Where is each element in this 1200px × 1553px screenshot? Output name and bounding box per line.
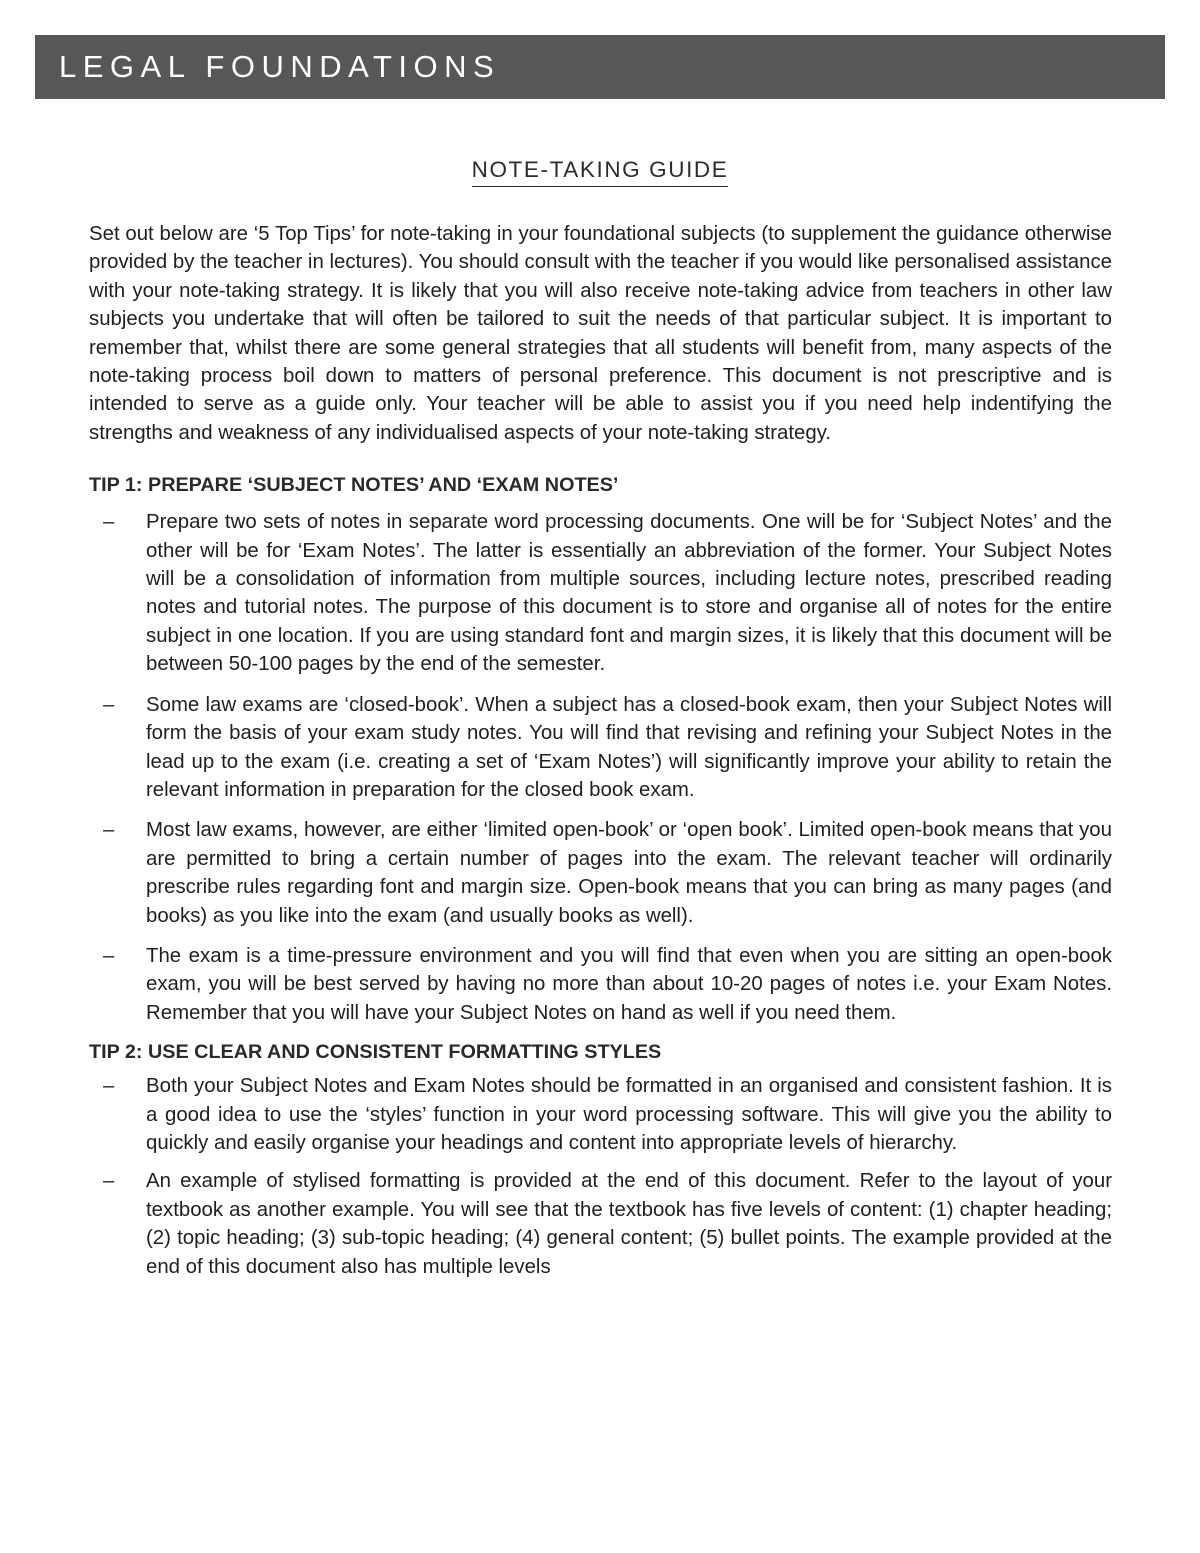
bullet-text: Some law exams are ‘closed-book’. When a subject has a closed-book exam, then your Subject Notes will form the basis of your exam study notes. You will find that revising and refining your Subject Notes in the lead up to the exam (i.e. creating a set of ‘Exam Notes’) will significantly improve your ability to retain the relevant information in preparation for the closed book exam. (146, 693, 1112, 801)
dash-bullet-icon: – (103, 1170, 115, 1193)
intro-paragraph: Set out below are ‘5 Top Tips’ for note-taking in your foundational subjects (to supplement the guidance otherwise provided by the teacher in lectures). You should consult with the teacher if you would like personalised assistance with your note-taking strategy. It is likely that you will also receive note-taking advice from teachers in other law subjects you undertake that will often be tailored to suit the needs of that particular subject. It is important to remember that, whilst there are some general strategies that all students will benefit from, many aspects of the note-taking process boil down to matters of personal preference. This document is not prescriptive and is intended to serve as a guide only. Your teacher will be able to assist you if you need help indentifying the strengths and weakness of any individualised aspects of your note-taking strategy. (89, 223, 1112, 444)
page-title (0, 156, 1200, 187)
document-body (89, 220, 1112, 1281)
bullet-text: An example of stylised formatting is provided at the end of this document. Refer to the layout of your textbook as another example. You will see that the textbook has five levels of content: (1) chapter heading; (2) topic heading; (3) sub-topic heading; (4) general content; (5) bullet points. The example provided at the end of this document also has multiple levels (146, 1170, 1112, 1278)
bullet-text: Prepare two sets of notes in separate word processing documents. One will be for ‘Subject Notes’ and the other will be for ‘Exam Notes’. The latter is essentially an abbreviation of the former. Your Subject Notes will be a consolidation of information from multiple sources, including lecture notes, prescribed reading notes and tutorial notes. The purpose of this document is to store and organise all of notes for the entire subject in one location. If you are using standard font and margin sizes, it is likely that this document will be between 50-100 pages by the end of the semester. (146, 511, 1112, 676)
banner-title: LEGAL FOUNDATIONS (59, 49, 501, 84)
bullet-text: Both your Subject Notes and Exam Notes should be formatted in an organised and consistent fashion. It is a good idea to use the ‘styles’ function in your word processing software. This will give you the ability to quickly and easily organise your headings and content into appropriate levels of hierarchy. (146, 1075, 1112, 1154)
dash-bullet-icon: – (103, 693, 115, 716)
bullet-text: The exam is a time-pressure environment and you will find that even when you are sitting an open-book exam, you will be best served by having no more than about 10-20 pages of notes i.e. your Exam Notes. Remember that you will have your Subject Notes on hand as well if you need them. (146, 944, 1112, 1024)
bullet-text: Most law exams, however, are either ‘limited open-book’ or ‘open book’. Limited open-book means that you are permitted to bring a certain number of pages into the exam. The relevant teacher will ordinarily prescribe rules regarding font and margin size. Open-book means that you can bring as many pages (and books) as you like into the exam (and usually books as well). (146, 819, 1112, 927)
list-item (89, 942, 1112, 1027)
tip-1-bullet-list (89, 508, 1112, 1027)
dash-bullet-icon: – (103, 944, 115, 967)
tip-2-heading: TIP 2: USE CLEAR AND CONSISTENT FORMATTING STYLES (89, 1041, 662, 1064)
document-header-banner (35, 35, 1165, 99)
list-item (89, 816, 1112, 930)
dash-bullet-icon: – (103, 1075, 115, 1098)
list-item (89, 508, 1112, 678)
list-item (89, 1072, 1112, 1157)
list-item (89, 691, 1112, 805)
list-item (89, 1167, 1112, 1281)
dash-bullet-icon: – (103, 819, 115, 842)
page-title-text: NOTE-TAKING GUIDE (472, 157, 729, 187)
tip-1-heading: TIP 1: PREPARE ‘SUBJECT NOTES’ AND ‘EXAM NOTES’ (89, 474, 619, 497)
dash-bullet-icon: – (103, 511, 115, 534)
tip-2-bullet-list (89, 1072, 1112, 1281)
